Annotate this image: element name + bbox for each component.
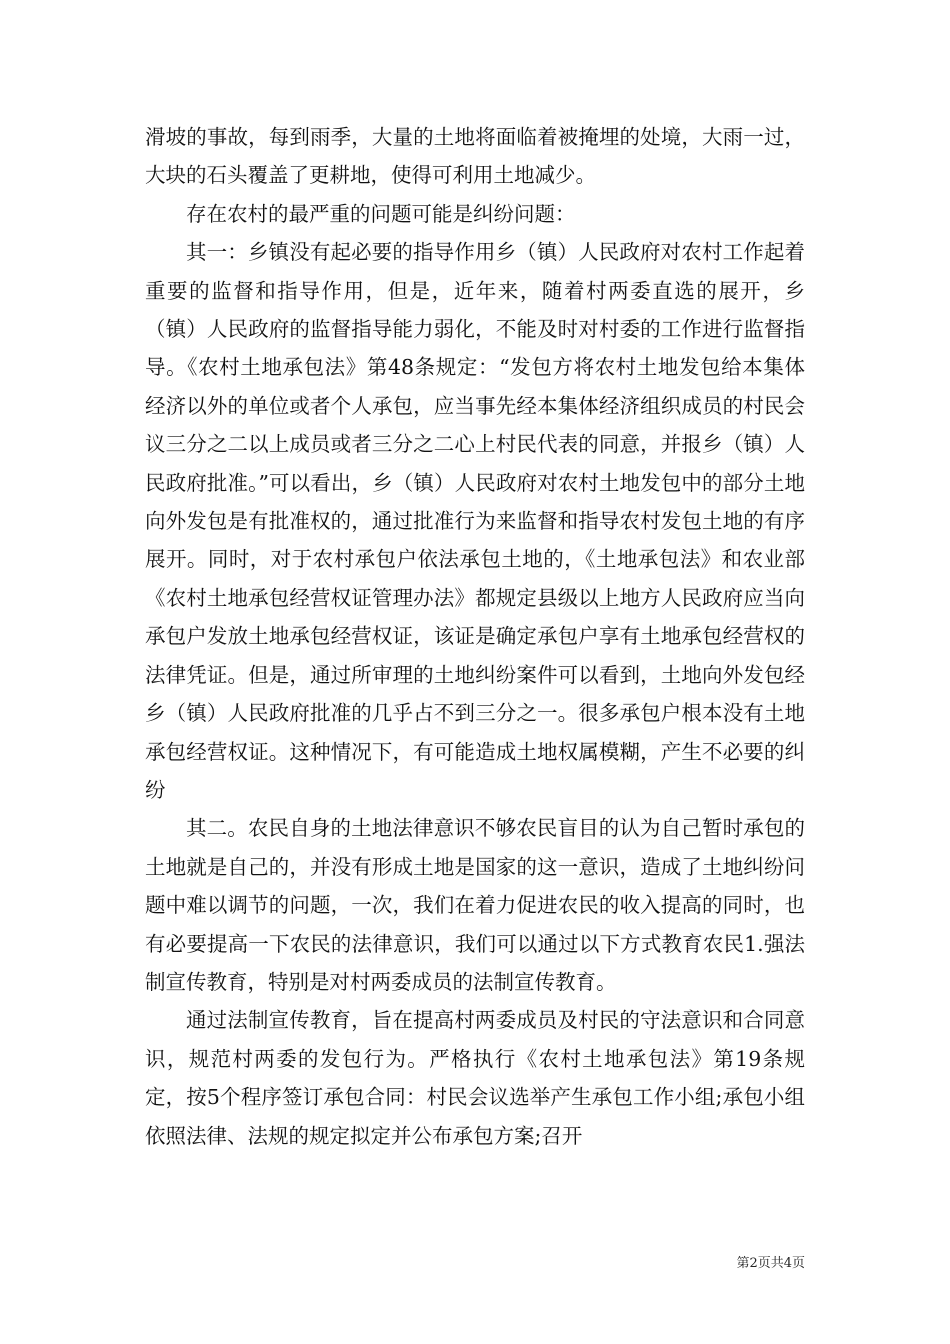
paragraph-2: 存在农村的最严重的问题可能是纠纷问题： <box>186 201 576 226</box>
paragraph-4: 其二。农民自身的土地法律意识不够农民盲目的认为自己暂时承包的土地就是自己的，并没有形成土地是国家的这一意识，造成了土地纠纷问题中难以调节的问题，一次，我们在着力促进农民的收入提高的同时，也有必要提高一下农民的法律意识，我们可以通过以下方式教育农民1.强法制宣传教育，特别是对村两委成员的法制宣传教育。 <box>145 816 805 994</box>
document-body <box>145 118 805 1155</box>
paragraph-5: 通过法制宣传教育，旨在提高村两委成员及村民的守法意识和合同意识，规范村两委的发包行为。严格执行《农村土地承包法》第19条规定，按5个程序签订承包合同：村民会议选举产生承包工作小组;承包小组依照法律、法规的规定拟定并公布承包方案;召开 <box>145 1008 805 1148</box>
page-number-footer: 第2页共4页 <box>736 1256 805 1271</box>
paragraph-3: 其一：乡镇没有起必要的指导作用乡（镇）人民政府对农村工作起着重要的监督和指导作用，但是，近年来，随着村两委直选的展开，乡（镇）人民政府的监督指导能力弱化，不能及时对村委的工作进行监督指导。《农村土地承包法》第48条规定：“发包方将农村土地发包给本集体经济以外的单位或者个人承包，应当事先经本集体经济组织成员的村民会议三分之二以上成员或者三分之二心上村民代表的同意，并报乡（镇）人民政府批准。”可以看出，乡（镇）人民政府对农村土地发包中的部分土地向外发包是有批准权的，通过批准行为来监督和指导农村发包土地的有序展开。同时，对于农村承包户依法承包土地的，《土地承包法》和农业部《农村土地承包经营权证管理办法》都规定县级以上地方人民政府应当向承包户发放土地承包经营权证，该证是确定承包户享有土地承包经营权的法律凭证。但是，通过所审理的土地纠纷案件可以看到，土地向外发包经乡（镇）人民政府批准的几乎占不到三分之一。很多承包户根本没有土地承包经营权证。这种情况下，有可能造成土地权属模糊，产生不必要的纠纷 <box>145 240 805 802</box>
paragraph-1: 滑坡的事故，每到雨季，大量的土地将面临着被掩埋的处境，大雨一过，大块的石头覆盖了更耕地，使得可利用土地减少。 <box>145 125 805 188</box>
